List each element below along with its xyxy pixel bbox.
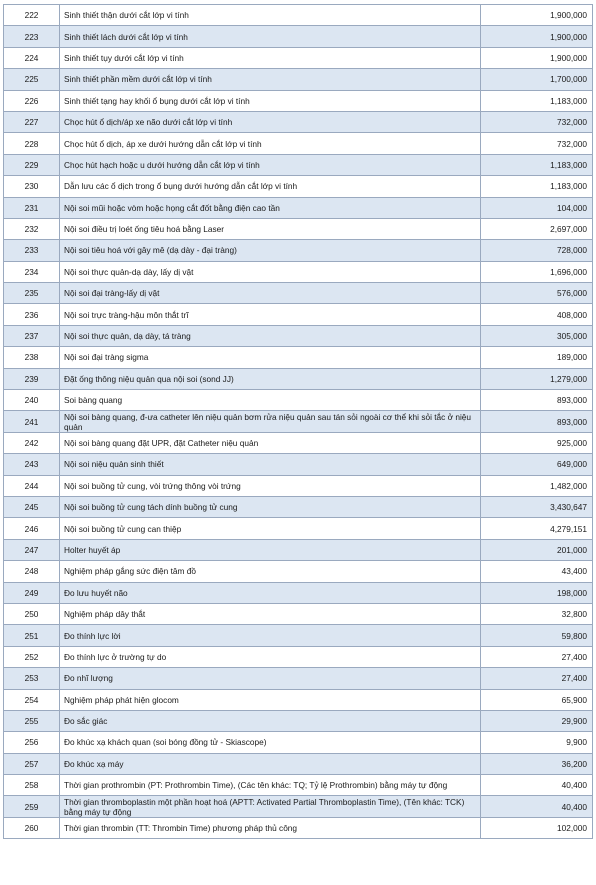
table-row: [4, 304, 593, 325]
row-number: 226: [4, 90, 60, 111]
service-name: Dẫn lưu các ổ dịch trong ổ bụng dưới hướng dẫn cắt lớp vi tính: [60, 176, 481, 197]
service-price: 728,000: [481, 240, 593, 261]
table-row: [4, 775, 593, 796]
table-row: [4, 325, 593, 346]
service-price: 43,400: [481, 561, 593, 582]
row-number: 255: [4, 710, 60, 731]
table-row: [4, 817, 593, 838]
service-name: Nội soi điều trị loét ống tiêu hoá bằng Laser: [60, 218, 481, 239]
row-number: 246: [4, 518, 60, 539]
row-number: 231: [4, 197, 60, 218]
service-name: Nội soi trực tràng-hậu môn thắt trĩ: [60, 304, 481, 325]
service-name: Đo khúc xạ khách quan (soi bóng đồng tử - Skiascope): [60, 732, 481, 753]
service-price: 40,400: [481, 775, 593, 796]
service-name: Nội soi tiêu hoá với gây mê (dạ dày - đại tràng): [60, 240, 481, 261]
table-row: [4, 283, 593, 304]
table-row: [4, 710, 593, 731]
service-price: 1,482,000: [481, 475, 593, 496]
row-number: 248: [4, 561, 60, 582]
table-row: [4, 454, 593, 475]
row-number: 238: [4, 347, 60, 368]
row-number: 232: [4, 218, 60, 239]
service-price: 408,000: [481, 304, 593, 325]
price-table-body: [4, 5, 593, 839]
row-number: 234: [4, 261, 60, 282]
service-price: 649,000: [481, 454, 593, 475]
service-name: Soi bàng quang: [60, 390, 481, 411]
service-name: Đo thính lực ở trường tự do: [60, 646, 481, 667]
service-name: Nội soi bàng quang, đ-ưa catheter lên niệu quản bơm rửa niệu quản sau tán sỏi ngoài cơ thể khi sỏi tắc ở niệu quản: [60, 411, 481, 432]
row-number: 258: [4, 775, 60, 796]
table-row: [4, 197, 593, 218]
table-row: [4, 646, 593, 667]
row-number: 237: [4, 325, 60, 346]
row-number: 257: [4, 753, 60, 774]
table-row: [4, 561, 593, 582]
price-table: [3, 4, 593, 839]
table-row: [4, 732, 593, 753]
row-number: 223: [4, 26, 60, 47]
service-name: Nghiệm pháp dây thắt: [60, 603, 481, 624]
row-number: 242: [4, 432, 60, 453]
row-number: 252: [4, 646, 60, 667]
service-price: 1,183,000: [481, 176, 593, 197]
service-name: Đo nhĩ lượng: [60, 668, 481, 689]
service-name: Holter huyết áp: [60, 539, 481, 560]
table-row: [4, 518, 593, 539]
service-price: 1,700,000: [481, 69, 593, 90]
table-row: [4, 347, 593, 368]
service-price: 40,400: [481, 796, 593, 817]
table-row: [4, 240, 593, 261]
service-price: 65,900: [481, 689, 593, 710]
table-row: [4, 432, 593, 453]
table-row: [4, 390, 593, 411]
service-price: 305,000: [481, 325, 593, 346]
service-name: Nội soi đại tràng-lấy dị vật: [60, 283, 481, 304]
row-number: 260: [4, 817, 60, 838]
service-price: 925,000: [481, 432, 593, 453]
service-name: Nội soi buồng tử cung, vòi trứng thông vòi trứng: [60, 475, 481, 496]
table-row: [4, 176, 593, 197]
service-price: 893,000: [481, 411, 593, 432]
service-name: Nghiệm pháp phát hiện glocom: [60, 689, 481, 710]
row-number: 241: [4, 411, 60, 432]
service-price: 576,000: [481, 283, 593, 304]
service-price: 1,183,000: [481, 90, 593, 111]
service-name: Nội soi niệu quản sinh thiết: [60, 454, 481, 475]
service-name: Thời gian thrombin (TT: Thrombin Time) phương pháp thủ công: [60, 817, 481, 838]
row-number: 230: [4, 176, 60, 197]
table-row: [4, 796, 593, 817]
row-number: 253: [4, 668, 60, 689]
row-number: 254: [4, 689, 60, 710]
service-name: Đo lưu huyết não: [60, 582, 481, 603]
service-name: Nội soi mũi hoặc vòm hoặc họng cắt đốt bằng điện cao tần: [60, 197, 481, 218]
service-price: 104,000: [481, 197, 593, 218]
row-number: 235: [4, 283, 60, 304]
table-row: [4, 218, 593, 239]
table-row: [4, 668, 593, 689]
service-price: 732,000: [481, 133, 593, 154]
service-price: 1,183,000: [481, 154, 593, 175]
row-number: 233: [4, 240, 60, 261]
service-price: 893,000: [481, 390, 593, 411]
service-name: Nội soi buồng tử cung tách dính buồng tử cung: [60, 496, 481, 517]
row-number: 229: [4, 154, 60, 175]
service-name: Đo thính lực lời: [60, 625, 481, 646]
service-name: Sinh thiết tụy dưới cắt lớp vi tính: [60, 47, 481, 68]
table-row: [4, 496, 593, 517]
service-name: Sinh thiết tạng hay khối ổ bụng dưới cắt lớp vi tính: [60, 90, 481, 111]
service-name: Đặt ống thông niệu quản qua nội soi (sond JJ): [60, 368, 481, 389]
service-price: 59,800: [481, 625, 593, 646]
table-row: [4, 689, 593, 710]
table-row: [4, 582, 593, 603]
service-price: 36,200: [481, 753, 593, 774]
service-name: Sinh thiết lách dưới cắt lớp vi tính: [60, 26, 481, 47]
row-number: 251: [4, 625, 60, 646]
table-row: [4, 47, 593, 68]
service-name: Chọc hút ổ dịch/áp xe não dưới cắt lớp vi tính: [60, 111, 481, 132]
service-name: Chọc hút hạch hoặc u dưới hướng dẫn cắt lớp vi tính: [60, 154, 481, 175]
service-name: Thời gian thromboplastin một phần hoạt hoá (APTT: Activated Partial Thromboplastin Time), (Tên khác: TCK) bằng máy tự động: [60, 796, 481, 817]
service-price: 32,800: [481, 603, 593, 624]
service-price: 189,000: [481, 347, 593, 368]
service-price: 3,430,647: [481, 496, 593, 517]
table-row: [4, 5, 593, 26]
service-price: 1,900,000: [481, 47, 593, 68]
table-row: [4, 26, 593, 47]
service-name: Đo khúc xạ máy: [60, 753, 481, 774]
table-row: [4, 133, 593, 154]
row-number: 227: [4, 111, 60, 132]
table-row: [4, 90, 593, 111]
table-row: [4, 111, 593, 132]
service-price: 1,900,000: [481, 5, 593, 26]
service-price: 29,900: [481, 710, 593, 731]
row-number: 256: [4, 732, 60, 753]
row-number: 244: [4, 475, 60, 496]
service-name: Đo sắc giác: [60, 710, 481, 731]
row-number: 222: [4, 5, 60, 26]
table-row: [4, 368, 593, 389]
table-row: [4, 603, 593, 624]
service-name: Nội soi thực quản-dạ dày, lấy dị vật: [60, 261, 481, 282]
row-number: 228: [4, 133, 60, 154]
service-price: 1,279,000: [481, 368, 593, 389]
service-name: Nội soi đại tràng sigma: [60, 347, 481, 368]
service-price: 27,400: [481, 668, 593, 689]
service-price: 2,697,000: [481, 218, 593, 239]
table-row: [4, 69, 593, 90]
row-number: 243: [4, 454, 60, 475]
table-row: [4, 625, 593, 646]
row-number: 249: [4, 582, 60, 603]
row-number: 240: [4, 390, 60, 411]
service-name: Nội soi buồng tử cung can thiệp: [60, 518, 481, 539]
row-number: 225: [4, 69, 60, 90]
service-price: 1,900,000: [481, 26, 593, 47]
service-name: Sinh thiết phần mềm dưới cắt lớp vi tính: [60, 69, 481, 90]
row-number: 245: [4, 496, 60, 517]
service-price: 198,000: [481, 582, 593, 603]
service-name: Chọc hút ổ dịch, áp xe dưới hướng dẫn cắt lớp vi tính: [60, 133, 481, 154]
service-name: Nội soi bàng quang đặt UPR, đặt Catheter niệu quản: [60, 432, 481, 453]
table-row: [4, 539, 593, 560]
service-price: 27,400: [481, 646, 593, 667]
row-number: 247: [4, 539, 60, 560]
service-price: 732,000: [481, 111, 593, 132]
table-row: [4, 475, 593, 496]
row-number: 239: [4, 368, 60, 389]
service-price: 4,279,151: [481, 518, 593, 539]
service-name: Sinh thiết thận dưới cắt lớp vi tính: [60, 5, 481, 26]
table-row: [4, 411, 593, 432]
table-row: [4, 261, 593, 282]
row-number: 224: [4, 47, 60, 68]
service-price: 9,900: [481, 732, 593, 753]
service-name: Thời gian prothrombin (PT: Prothrombin Time), (Các tên khác: TQ; Tỷ lệ Prothrombin) bằng máy tự động: [60, 775, 481, 796]
service-price: 201,000: [481, 539, 593, 560]
service-name: Nghiệm pháp gắng sức điện tâm đồ: [60, 561, 481, 582]
service-price: 102,000: [481, 817, 593, 838]
row-number: 259: [4, 796, 60, 817]
table-row: [4, 753, 593, 774]
row-number: 250: [4, 603, 60, 624]
service-name: Nội soi thực quản, dạ dày, tá tràng: [60, 325, 481, 346]
service-price: 1,696,000: [481, 261, 593, 282]
row-number: 236: [4, 304, 60, 325]
table-row: [4, 154, 593, 175]
